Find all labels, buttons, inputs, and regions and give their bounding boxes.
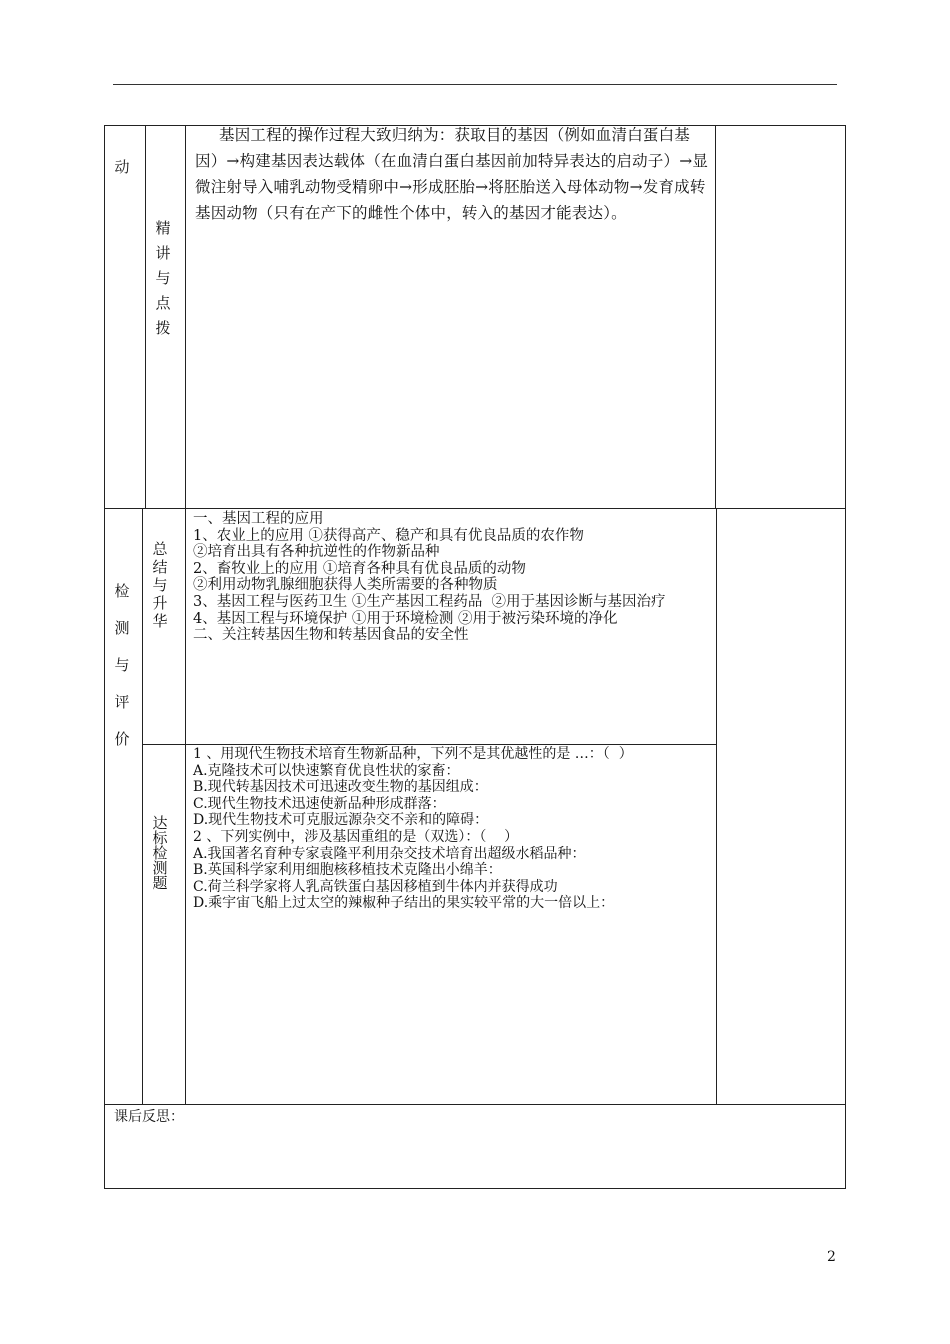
test-option: C.现代生物技术迅速使新品种形成群落：: [193, 795, 446, 812]
inner-row-divider: [142, 744, 716, 745]
summary-content: [193, 511, 711, 644]
reflection-label: 课后反思：: [114, 1109, 184, 1125]
test-question: 2 、下列实例中，涉及基因重组的是（双选）：（ ）: [193, 828, 519, 845]
row-divider-1: [104, 508, 846, 509]
row2-left-label: 检测与评价: [114, 582, 130, 748]
row-divider-2: [104, 1104, 846, 1105]
row2-col-divider-a: [142, 508, 143, 1104]
row1-col-divider-c: [715, 125, 716, 508]
summary-line: 二、关注转基因生物和转基因食品的安全性: [193, 627, 469, 644]
test-option: B.英国科学家利用细胞核移植技术克隆出小绵羊：: [193, 862, 502, 879]
summary-line: 1、农业上的应用 ①获得高产、稳产和具有优良品质的农作物: [193, 527, 584, 544]
summary-line: 4、基因工程与环境保护 ①用于环境检测 ②用于被污染环境的净化: [193, 610, 618, 627]
test-option: D.现代生物技术可克服远源杂交不亲和的障碍：: [193, 812, 489, 829]
header-rule: [113, 84, 837, 85]
test-option: A.克隆技术可以快速繁育优良性状的家畜：: [193, 762, 460, 779]
summary-line: ②利用动物乳腺细胞获得人类所需要的各种物质: [193, 577, 498, 594]
table-border-left: [104, 125, 105, 1188]
summary-label: 总结与升华: [152, 540, 168, 630]
test-option: B.现代转基因技术可迅速改变生物的基因组成：: [193, 779, 488, 796]
test-option: C.荷兰科学家将人乳高铁蛋白基因移植到牛体内并获得成功: [193, 878, 558, 895]
row2-col-divider-b: [185, 508, 186, 1104]
summary-line: 2、畜牧业上的应用 ①培育各种具有优良品质的动物: [193, 560, 526, 577]
summary-line: 一、基因工程的应用: [193, 511, 324, 527]
row1-col-divider-a: [145, 125, 146, 508]
row1-col-divider-b: [185, 125, 186, 508]
row1-left-label: 动: [114, 158, 130, 176]
test-option: A.我国著名育种专家袁隆平利用杂交技术培育出超级水稻品种：: [193, 845, 586, 862]
table-border-right: [845, 125, 846, 1188]
test-label: 达标检测题: [152, 814, 168, 892]
table-border-bottom: [104, 1188, 846, 1189]
row1-sub-label: 精讲与点拨: [155, 219, 171, 337]
row2-col-divider-c: [716, 508, 717, 1104]
test-option: D.乘宇宙飞船上过太空的辣椒种子结出的果实较平常的大一倍以上：: [193, 895, 615, 912]
page-number: 2: [827, 1249, 836, 1265]
row1-content: 基因工程的操作过程大致归纳为：获取目的基因（例如血清白蛋白基因）→构建基因表达载体（在血清白蛋白基因前加特异表达的启动子）→显微注射导入哺乳动物受精卵中→形成胚胎→将胚胎送入母体动物→发育成转基因动物（只有在产下的雌性个体中，转入的基因才能表达）。: [195, 126, 709, 222]
test-question: 1 、用现代生物技术培育生物新品种，下列不是其优越性的是 …：（ ）: [193, 746, 633, 762]
test-content: [193, 746, 713, 912]
summary-line: ②培育出具有各种抗逆性的作物新品种: [193, 544, 440, 561]
summary-line: 3、基因工程与医药卫生 ①生产基因工程药品 ②用于基因诊断与基因治疗: [193, 593, 666, 610]
